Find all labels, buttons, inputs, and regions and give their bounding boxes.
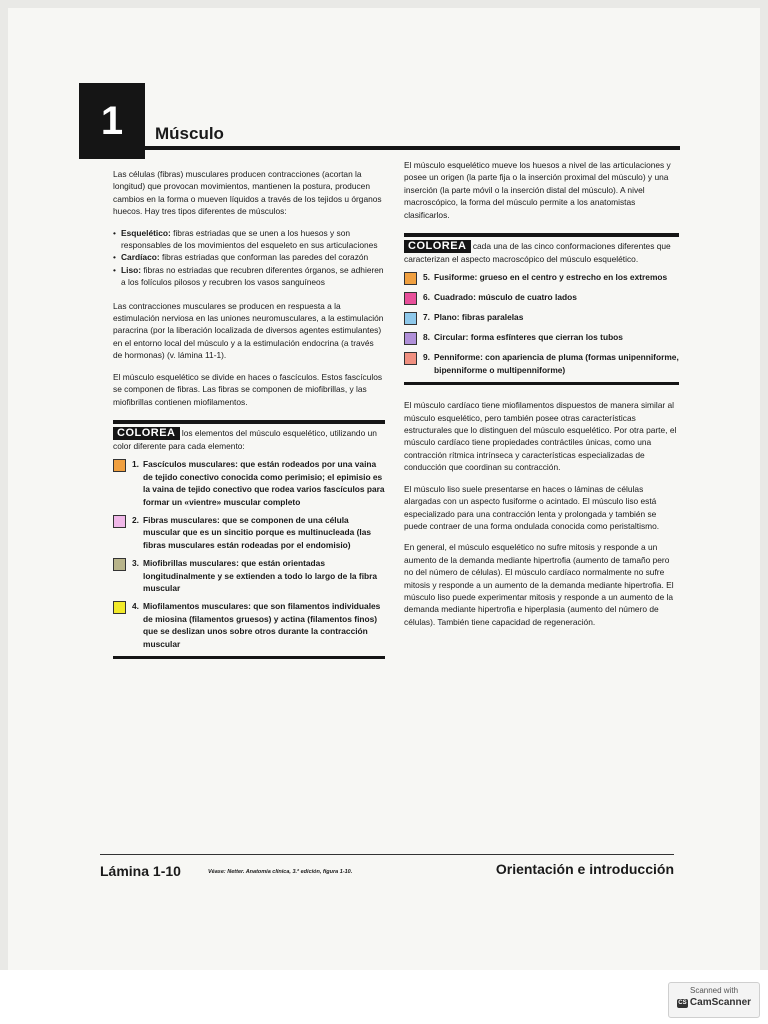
- contraction-paragraph: Las contracciones musculares se producen en respuesta a la estimulación nerviosa en las uniones neuromusculares, a la estimulación paracrina (por la liberación localizada de diversos agentes estimulantes) en el entorno local del músculo y a la estimulación endocrina (a través de hormonas) (v. lámina 11-1).: [113, 300, 384, 361]
- chapter-number: 1: [79, 83, 145, 159]
- color-item: 1. Fascículos musculares: que están rodeados por una vaina de tejido conectivo conocida como perimisio; el epimisio es la vaina de tejido conectivo que rodea varios fascículos para formar un «vientre» muscular completo: [113, 458, 385, 508]
- list-item: • Cardíaco: fibras estriadas que conforman las paredes del corazón: [121, 251, 385, 263]
- color-swatch[interactable]: [113, 601, 126, 614]
- color-item: 6. Cuadrado: músculo de cuatro lados: [404, 291, 679, 305]
- color-swatch[interactable]: [113, 558, 126, 571]
- list-item: • Liso: fibras no estriadas que recubren diferentes órganos, se adhieren a los folículos pilosos y recubren los vasos sanguíneos: [121, 264, 385, 289]
- structure-paragraph: El músculo esquelético se divide en haces o fascículos. Estos fascículos se componen de fibras. Las fibras se componen de miofibrillas, y las miofibrillas contienen miofilamentos.: [113, 371, 383, 407]
- mitosis-paragraph: En general, el músculo esquelético no sufre mitosis y responde a un aumento de la demanda mediante hipertrofia (aumento de tamaño pero no del número de células). El músculo cardíaco normalmente no sufre mitosis y responde a un aumento de la demanda mediante hipertrofia. El músculo liso puede experimentar mitosis y responde a un aumento de la demanda mediante hipertrofia e hiperplasia (aumento del número de células). También tiene capacidad de regeneración.: [404, 542, 674, 627]
- camscanner-watermark: [668, 982, 760, 1018]
- scan-margin: [0, 970, 768, 1024]
- color-swatch[interactable]: [113, 515, 126, 528]
- left-column: [113, 168, 385, 659]
- section-rule: [113, 656, 385, 659]
- colorea-tag: COLOREA: [404, 240, 471, 253]
- watermark-line2: CamScanner: [689, 997, 752, 1008]
- color-swatch[interactable]: [404, 272, 417, 285]
- watermark-line1: Scanned with: [689, 986, 739, 995]
- colorea-instruction: COLOREA los elementos del músculo esquelético, utilizando un color diferente para cada elemento:: [113, 420, 385, 452]
- list-item: • Esquelético: fibras estriadas que se unen a los huesos y son responsables de los movimientos del esqueleto en sus articulaciones: [121, 227, 385, 252]
- color-item: 8. Circular: forma esfínteres que cierran los tubos: [404, 331, 679, 345]
- section-rule: [404, 382, 679, 385]
- color-swatch[interactable]: [404, 332, 417, 345]
- camscanner-logo-icon: CS: [678, 1000, 687, 1006]
- color-item: 4. Miofilamentos musculares: que son filamentos individuales de miosina (filamentos gruesos) y actina (filamentos finos) que se deslizan unos sobre otros durante la contracción muscular: [113, 600, 385, 650]
- muscle-types-list: [113, 227, 385, 289]
- colorea-instruction: COLOREA cada una de las cinco conformaciones diferentes que caracterizan el aspecto macroscópico del músculo esquelético.: [404, 233, 679, 265]
- color-item: 2. Fibras musculares: que se componen de una célula muscular que es un sincitio porque es multinucleada (las fibras musculares están rodeadas por el endomisio): [113, 514, 385, 551]
- plate-number: Lámina 1-10: [100, 863, 181, 879]
- section-title: Orientación e introducción: [495, 861, 674, 877]
- chapter-title: Músculo: [155, 124, 224, 143]
- color-swatch[interactable]: [404, 292, 417, 305]
- color-item: 3. Miofibrillas musculares: que están orientadas longitudinalmente y se extienden a todo lo largo de la fibra muscular: [113, 557, 385, 594]
- insertion-paragraph: El músculo esquelético mueve los huesos a nivel de las articulaciones y posee un origen (la parte fija o la inserción proximal del músculo) y una inserción (la parte móvil o la inserción distal del músculo). A nivel macroscópico, la forma del músculo permite a los anatomistas clasificarlos.: [404, 160, 671, 220]
- colorea-tag: COLOREA: [113, 427, 180, 440]
- footer-rule: [100, 854, 674, 855]
- color-item: 5. Fusiforme: grueso en el centro y estrecho en los extremos: [404, 271, 679, 285]
- color-swatch[interactable]: [113, 459, 126, 472]
- color-item: 9. Penniforme: con apariencia de pluma (formas unipenniforme, bipenniforme o multipenniforme): [404, 351, 679, 376]
- intro-paragraph: Las células (fibras) musculares producen contracciones (acortan la longitud) que provocan movimientos, mantienen la postura, producen cambios en la forma o mueven líquidos a través de los tejidos u órganos huecos. Hay tres tipos diferentes de músculos:: [113, 169, 382, 217]
- reference-note: Véase: Netter. Anatomía clínica, 3.ª edición, figura 1-10.: [208, 869, 353, 875]
- right-column: [404, 159, 679, 637]
- cardiac-paragraph: El músculo cardíaco tiene miofilamentos dispuestos de manera similar al músculo esquelético, pero también posee otras características estructurales que lo distinguen del músculo esquelético. Por otra parte, el músculo cardíaco tiene propiedades contráctiles únicas, como una contracción rítmica intrínseca y características especializadas de conducción que coordinan su contracción.: [404, 400, 677, 473]
- title-rule: [145, 146, 680, 150]
- smooth-paragraph: El músculo liso suele presentarse en haces o láminas de células alargadas con un aspecto fusiforme o acintado. El músculo liso está especializado para una contracción lenta y prolongada y también se puede contraer de una forma ondulada conocida como peristaltismo.: [404, 483, 660, 531]
- color-item: 7. Plano: fibras paralelas: [404, 311, 679, 325]
- color-swatch[interactable]: [404, 352, 417, 365]
- color-swatch[interactable]: [404, 312, 417, 325]
